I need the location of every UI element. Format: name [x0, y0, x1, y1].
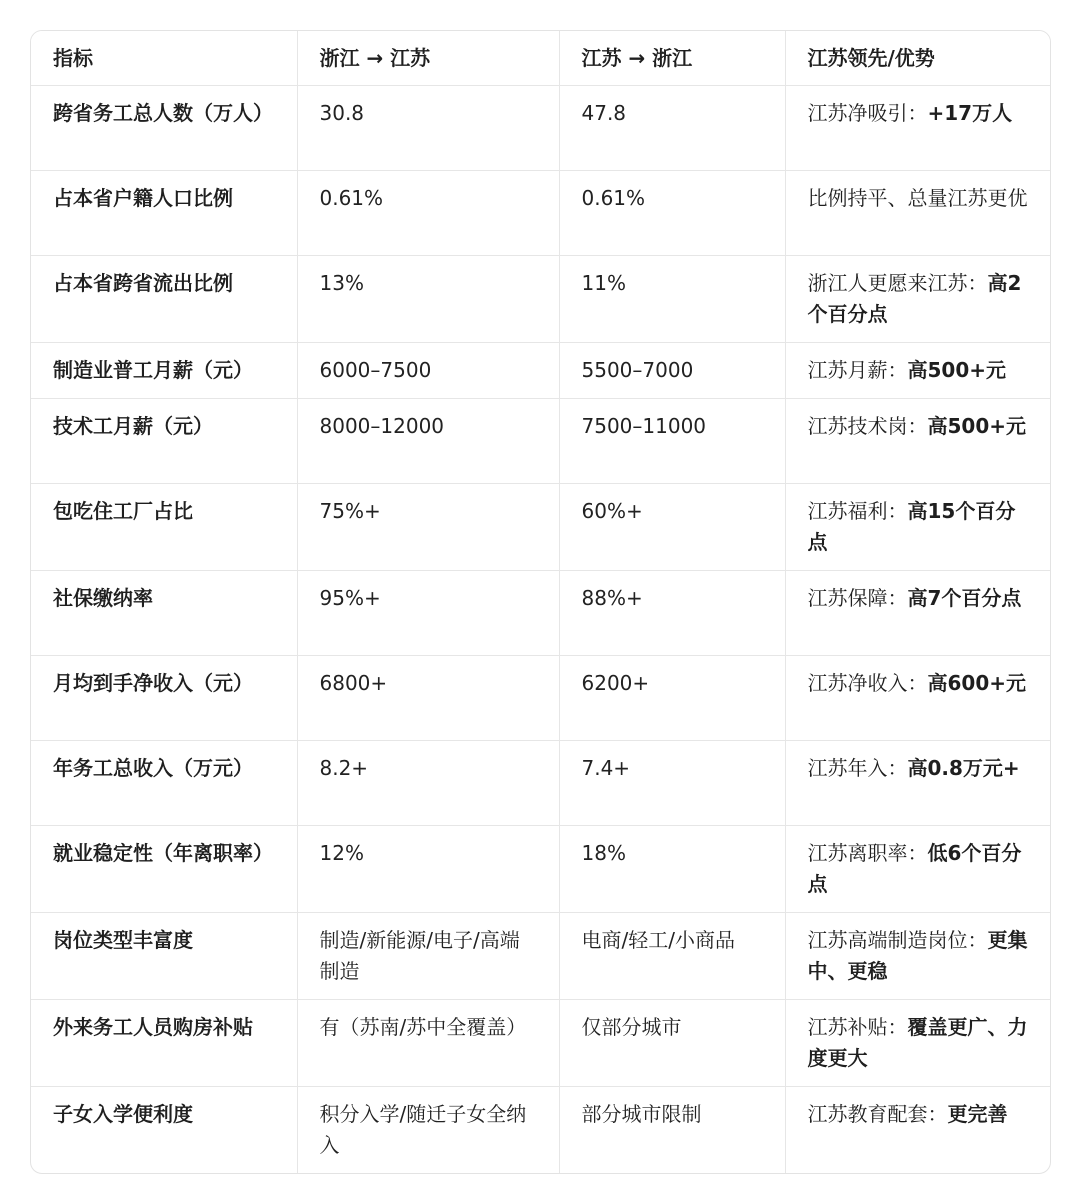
metric-cell: 占本省户籍人口比例 — [31, 170, 297, 255]
advantage-highlight: 高0.8万元+ — [907, 755, 1020, 780]
advantage-cell — [785, 342, 1050, 398]
header-metric: 指标 — [31, 31, 297, 85]
zj-to-js-cell: 6800+ — [297, 655, 559, 740]
zj-to-js-cell: 制造/新能源/电子/高端制造 — [297, 912, 559, 999]
metric-cell: 包吃住工厂占比 — [31, 483, 297, 570]
zj-to-js-cell: 30.8 — [297, 85, 559, 170]
js-to-zj-cell: 47.8 — [559, 85, 785, 170]
advantage-cell — [785, 85, 1050, 170]
table-row — [31, 825, 1050, 912]
js-to-zj-cell: 电商/轻工/小商品 — [559, 912, 785, 999]
table-header-row — [31, 31, 1050, 85]
metric-cell: 岗位类型丰富度 — [31, 912, 297, 999]
advantage-highlight: +17万人 — [927, 100, 1013, 125]
advantage-highlight: 高500+元 — [927, 413, 1027, 438]
table-row — [31, 655, 1050, 740]
advantage-text: 江苏高端制造岗位： — [807, 927, 988, 952]
advantage-cell — [785, 255, 1050, 342]
js-to-zj-cell: 7.4+ — [559, 740, 785, 825]
metric-cell: 制造业普工月薪（元） — [31, 342, 297, 398]
advantage-highlight: 高600+元 — [927, 670, 1027, 695]
table-row — [31, 1086, 1050, 1173]
table-row — [31, 570, 1050, 655]
metric-cell: 外来务工人员购房补贴 — [31, 999, 297, 1086]
advantage-text: 江苏保障： — [807, 585, 908, 610]
js-to-zj-cell: 部分城市限制 — [559, 1086, 785, 1173]
advantage-cell — [785, 825, 1050, 912]
zj-to-js-cell: 75%+ — [297, 483, 559, 570]
advantage-highlight: 更完善 — [947, 1101, 1008, 1126]
metric-cell: 技术工月薪（元） — [31, 398, 297, 483]
advantage-cell — [785, 912, 1050, 999]
js-to-zj-cell: 7500–11000 — [559, 398, 785, 483]
table-row — [31, 170, 1050, 255]
js-to-zj-cell: 88%+ — [559, 570, 785, 655]
zj-to-js-cell: 6000–7500 — [297, 342, 559, 398]
advantage-cell — [785, 398, 1050, 483]
header-zj-to-js: 浙江 → 江苏 — [297, 31, 559, 85]
table-row — [31, 999, 1050, 1086]
zj-to-js-cell: 13% — [297, 255, 559, 342]
zj-to-js-cell: 8000–12000 — [297, 398, 559, 483]
advantage-text: 江苏福利： — [807, 498, 908, 523]
comparison-table-card — [30, 30, 1051, 1174]
zj-to-js-cell: 有（苏南/苏中全覆盖） — [297, 999, 559, 1086]
advantage-highlight: 高7个百分点 — [907, 585, 1022, 610]
js-to-zj-cell: 60%+ — [559, 483, 785, 570]
advantage-text: 江苏补贴： — [807, 1014, 908, 1039]
js-to-zj-cell: 5500–7000 — [559, 342, 785, 398]
advantage-text: 江苏净收入： — [807, 670, 928, 695]
advantage-text: 江苏技术岗： — [807, 413, 928, 438]
table-row — [31, 483, 1050, 570]
advantage-cell — [785, 740, 1050, 825]
advantage-cell — [785, 1086, 1050, 1173]
advantage-text: 江苏离职率： — [807, 840, 928, 865]
metric-cell: 跨省务工总人数（万人） — [31, 85, 297, 170]
advantage-text: 江苏月薪： — [807, 357, 908, 382]
metric-cell: 月均到手净收入（元） — [31, 655, 297, 740]
table-row — [31, 398, 1050, 483]
header-advantage: 江苏领先/优势 — [785, 31, 1050, 85]
advantage-cell — [785, 170, 1050, 255]
zj-to-js-cell: 0.61% — [297, 170, 559, 255]
table-row — [31, 342, 1050, 398]
advantage-highlight: 更集中、更稳 — [807, 927, 1028, 983]
advantage-highlight: 高2个百分点 — [807, 270, 1022, 326]
advantage-text: 浙江人更愿来江苏： — [807, 270, 988, 295]
advantage-text: 比例持平、总量江苏更优 — [807, 185, 1028, 210]
table-row — [31, 255, 1050, 342]
advantage-highlight: 覆盖更广、力度更大 — [807, 1014, 1028, 1070]
table-row — [31, 740, 1050, 825]
zj-to-js-cell: 积分入学/随迁子女全纳入 — [297, 1086, 559, 1173]
advantage-highlight: 低6个百分点 — [807, 840, 1022, 896]
advantage-cell — [785, 999, 1050, 1086]
header-js-to-zj: 江苏 → 浙江 — [559, 31, 785, 85]
js-to-zj-cell: 6200+ — [559, 655, 785, 740]
advantage-text: 江苏净吸引： — [807, 100, 928, 125]
js-to-zj-cell: 0.61% — [559, 170, 785, 255]
metric-cell: 占本省跨省流出比例 — [31, 255, 297, 342]
advantage-cell — [785, 570, 1050, 655]
advantage-cell — [785, 655, 1050, 740]
advantage-cell — [785, 483, 1050, 570]
zj-to-js-cell: 95%+ — [297, 570, 559, 655]
advantage-highlight: 高500+元 — [907, 357, 1007, 382]
advantage-text: 江苏年入： — [807, 755, 908, 780]
metric-cell: 子女入学便利度 — [31, 1086, 297, 1173]
comparison-table — [31, 31, 1050, 1173]
advantage-highlight: 高15个百分点 — [807, 498, 1016, 554]
zj-to-js-cell: 8.2+ — [297, 740, 559, 825]
metric-cell: 就业稳定性（年离职率） — [31, 825, 297, 912]
table-row — [31, 85, 1050, 170]
zj-to-js-cell: 12% — [297, 825, 559, 912]
table-row — [31, 912, 1050, 999]
js-to-zj-cell: 11% — [559, 255, 785, 342]
metric-cell: 年务工总收入（万元） — [31, 740, 297, 825]
js-to-zj-cell: 18% — [559, 825, 785, 912]
js-to-zj-cell: 仅部分城市 — [559, 999, 785, 1086]
advantage-text: 江苏教育配套： — [807, 1101, 948, 1126]
metric-cell: 社保缴纳率 — [31, 570, 297, 655]
